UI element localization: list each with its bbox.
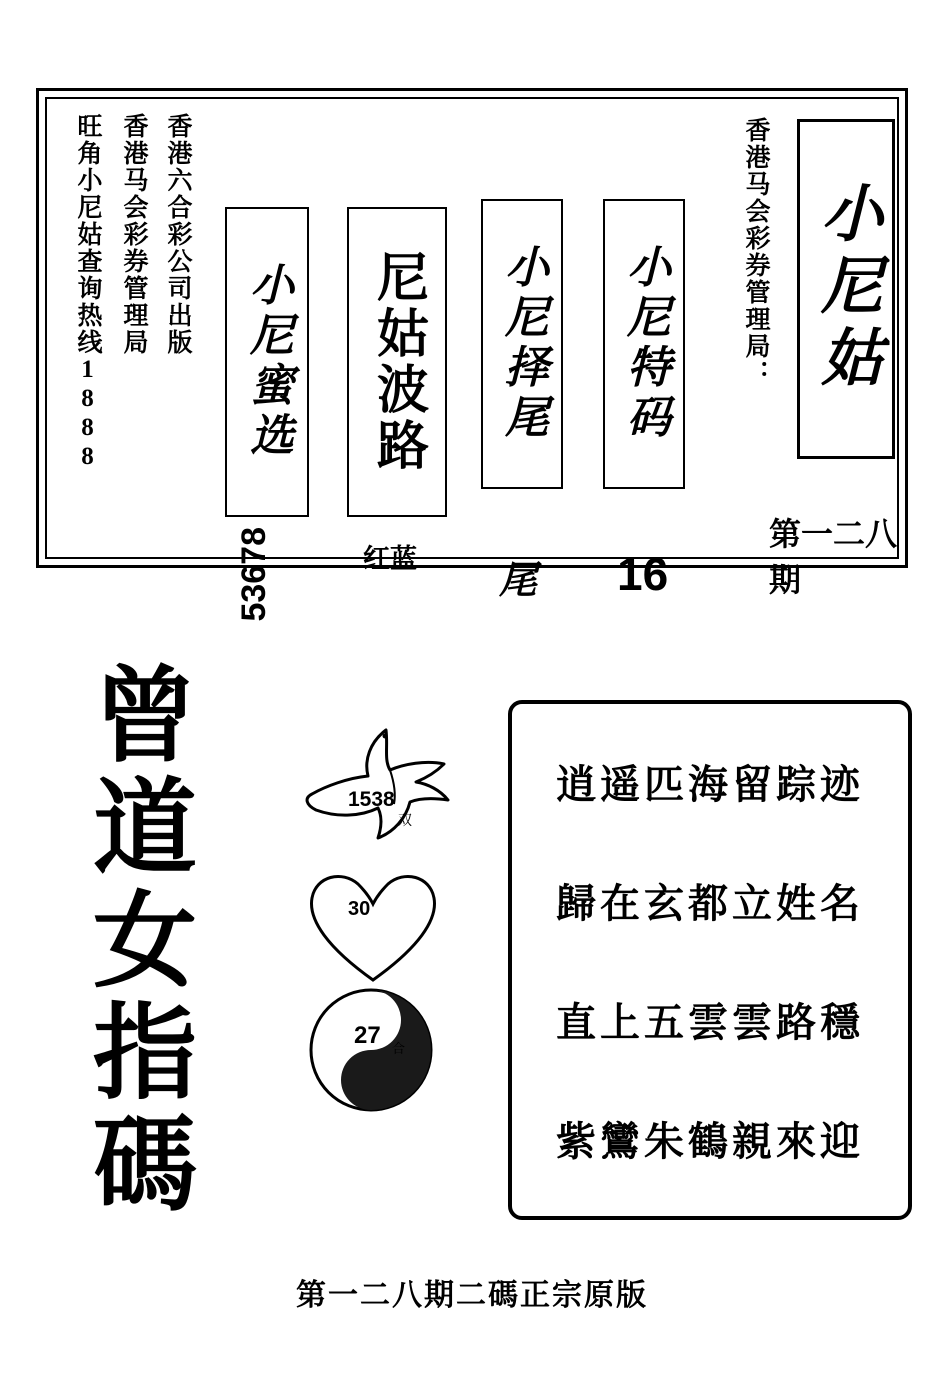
poem-line-3: 直上五雲雲路穩 [556, 999, 864, 1046]
page-title [70, 655, 220, 1227]
yinyang-side-text: 合 [392, 1041, 406, 1056]
cell-tema-label: 小尼特码 [620, 244, 669, 444]
hotline-text: 旺角小尼姑查询热线1888 [74, 113, 101, 472]
cell-mixuan [225, 207, 309, 517]
banner-title: 小尼姑 [811, 181, 880, 397]
poem-box [508, 700, 912, 1220]
cell-bolu-label: 尼姑波路 [368, 250, 426, 474]
title-char-2: 道 [92, 767, 197, 890]
title-char-3: 女 [92, 879, 197, 1002]
issuer-left-line-1: 香港马会彩券管理局 [120, 113, 147, 356]
cell-zewei-value: 尾 [499, 560, 538, 602]
title-char-1: 曾 [92, 655, 197, 777]
cell-zewei [481, 199, 563, 489]
dove-number: 1538 [348, 788, 395, 811]
poem-line-1: 逍遥匹海留踪迹 [556, 761, 864, 808]
cell-zewei-label: 小尼择尾 [498, 244, 547, 444]
cell-tema [603, 199, 685, 489]
cell-bolu [347, 207, 447, 517]
cell-mixuan-label: 小尼蜜选 [243, 262, 292, 462]
symbol-column [286, 700, 476, 1120]
heart-icon [298, 860, 448, 990]
issue-number: 第一二八期 [769, 516, 898, 598]
dove-side-text: 双 [398, 812, 412, 828]
poem-line-2: 歸在玄都立姓名 [556, 880, 864, 927]
cell-mixuan-value: 53678 [235, 527, 273, 622]
yinyang-icon [306, 985, 436, 1115]
poem-line-4: 紫鸞朱鶴親來迎 [556, 1118, 864, 1165]
banner-title-box [797, 119, 895, 459]
issuer-left-line-2: 香港六合彩公司出版 [164, 113, 191, 356]
cell-tema-value: 16 [617, 548, 669, 600]
top-banner-inner-frame [45, 97, 899, 622]
issuer-right-text: 香港马会彩券管理局： [742, 117, 769, 387]
cell-bolu-value: 红蓝 [363, 544, 417, 574]
yinyang-number: 27 [354, 1022, 381, 1049]
title-char-5: 碼 [92, 1104, 197, 1227]
footer-text: 第一二八期二碼正宗原版 [296, 1278, 648, 1313]
top-banner [36, 88, 908, 622]
title-char-4: 指 [92, 991, 197, 1114]
heart-number: 30 [348, 898, 371, 920]
